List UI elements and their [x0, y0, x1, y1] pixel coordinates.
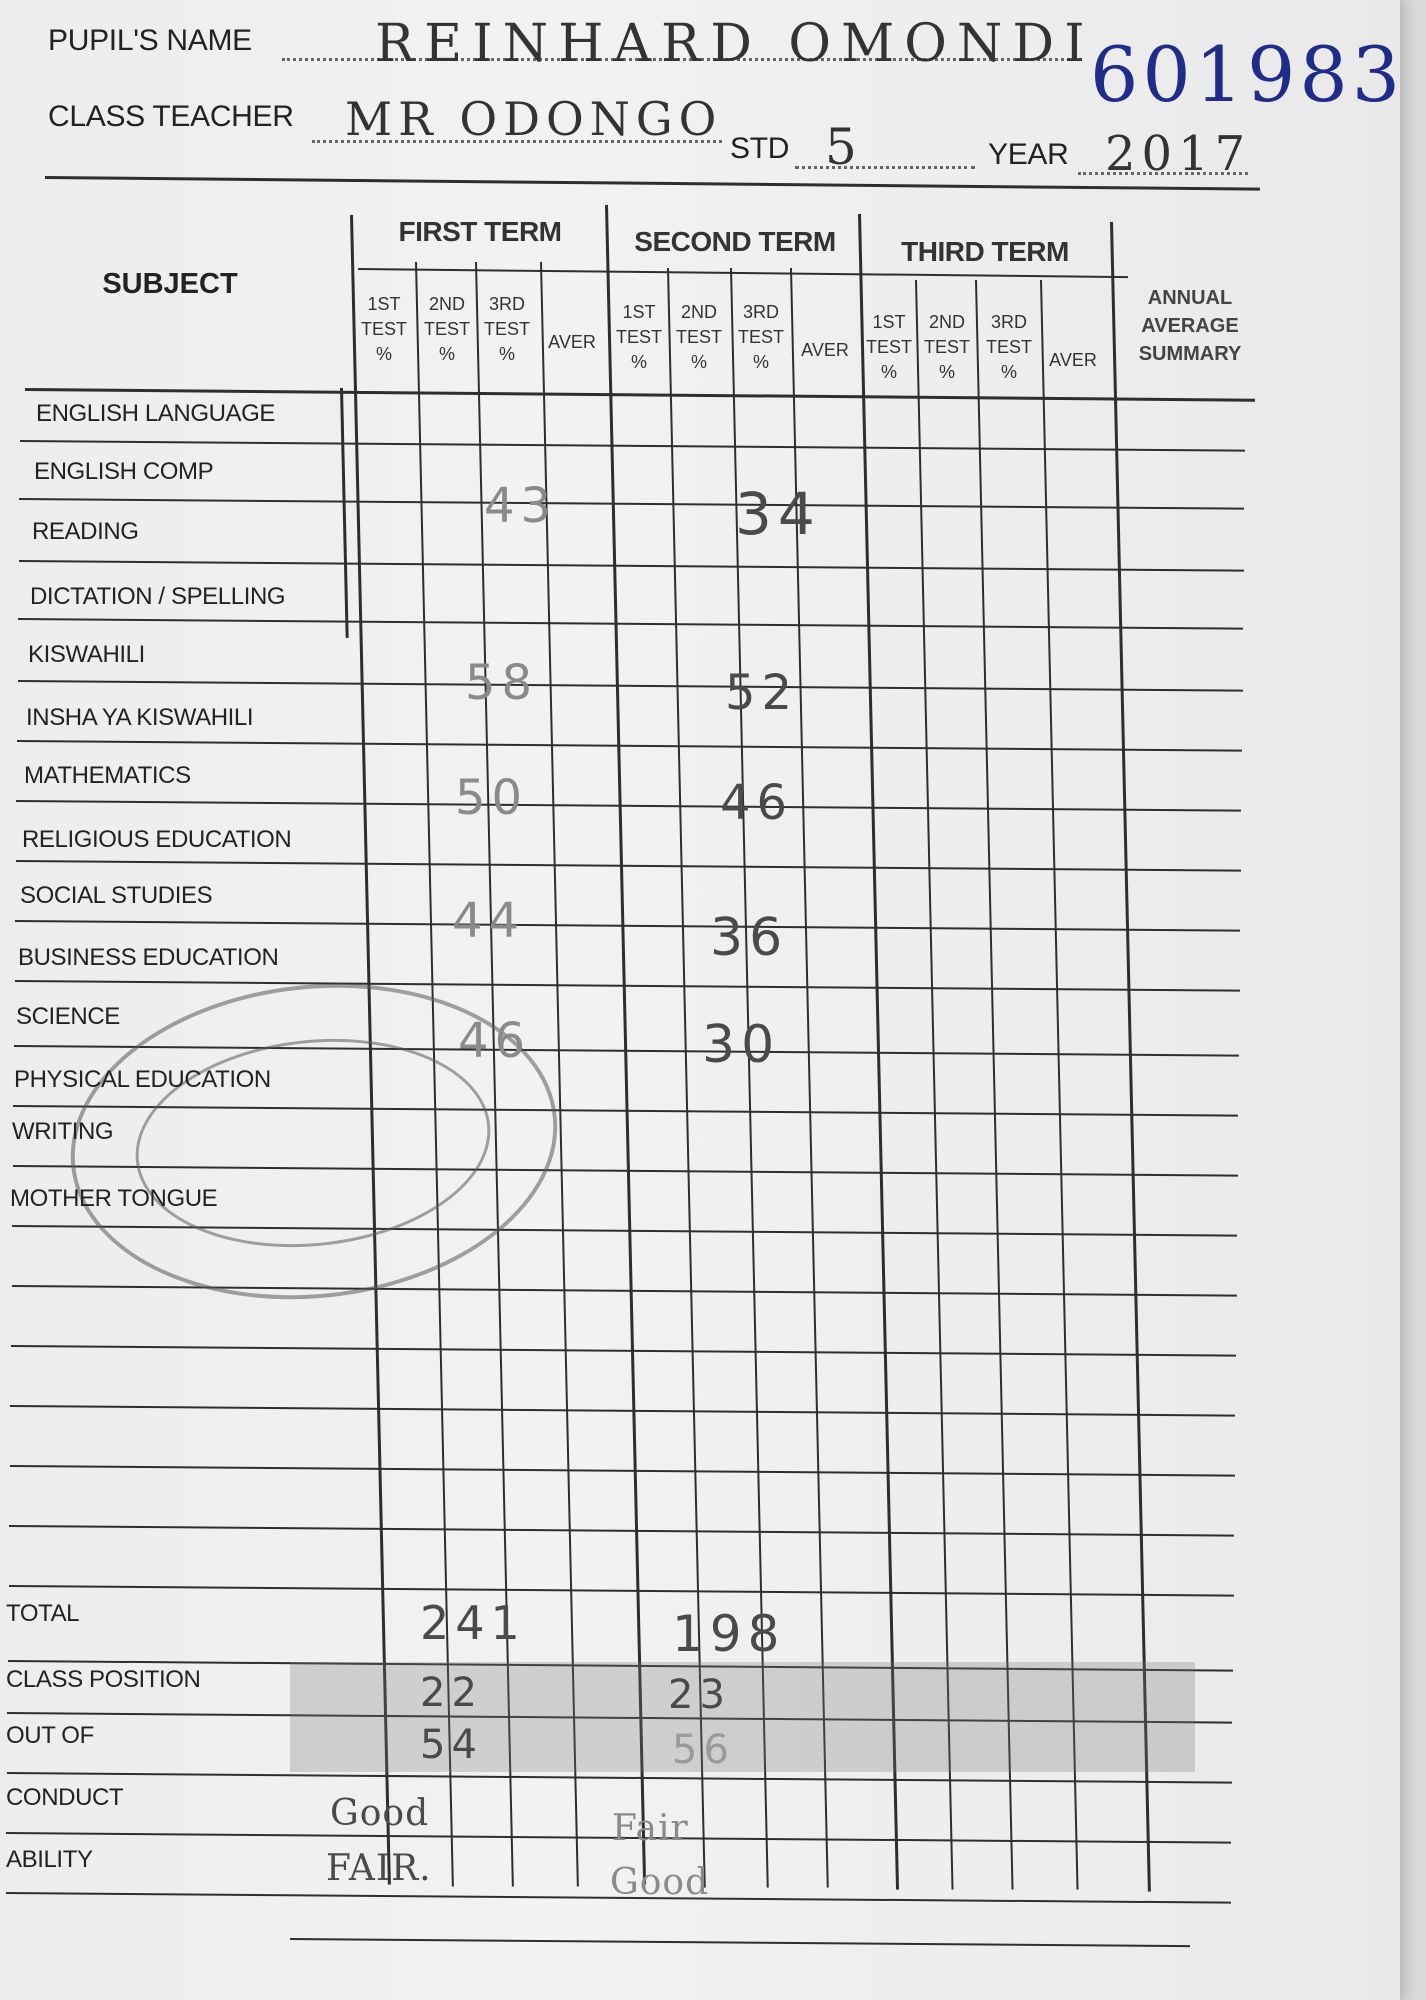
column-line — [1040, 280, 1079, 1890]
mark-science-second-term: 30 — [702, 1015, 781, 1075]
subject-religious-education: RELIGIOUS EDUCATION — [22, 826, 292, 853]
mark-kiswahili-first-term: 58 — [465, 655, 539, 711]
conduct-first-term: Good — [330, 1793, 430, 1834]
test-header-term2-test3: 3RD TEST % — [737, 302, 784, 372]
label-out-of: OUT OF — [6, 1722, 94, 1749]
subject-header: SUBJECT — [102, 268, 238, 300]
mark-kiswahili-second-term: 52 — [725, 665, 799, 721]
subject-kiswahili: KISWAHILI — [28, 641, 145, 668]
test-header-term3-test1: 1ST TEST % — [865, 312, 912, 382]
row-line — [16, 800, 1241, 812]
std-line — [795, 166, 975, 169]
aver-header-term2: AVER — [801, 340, 849, 360]
table-top-border — [45, 176, 1260, 191]
out-of-first-term: 54 — [420, 1722, 483, 1768]
year-value: 2017 — [1105, 126, 1252, 182]
subject-mother-tongue: MOTHER TONGUE — [10, 1185, 218, 1212]
ability-first-term: FAIR. — [326, 1848, 432, 1889]
test-header-term1-test2: 2ND TEST % — [423, 294, 470, 364]
subject-dictation: DICTATION / SPELLING — [30, 583, 286, 610]
first-term-header: FIRST TERM — [398, 216, 562, 247]
table-bottom-border — [290, 1938, 1190, 1947]
position-second-term: 23 — [668, 1672, 731, 1718]
mark-maths-second-term: 46 — [720, 775, 794, 831]
mark-social-second-term: 36 — [710, 908, 789, 968]
row-line — [11, 1345, 1236, 1357]
test-header-term2-test1: 1ST TEST % — [615, 302, 662, 372]
annual-average-header: ANNUAL AVERAGE SUMMARY — [1138, 287, 1242, 365]
subject-mathematics: MATHEMATICS — [24, 762, 191, 789]
column-line — [915, 280, 954, 1890]
std-value: 5 — [825, 118, 859, 176]
mark-english-first-term: 43 — [484, 478, 558, 534]
row-line — [10, 1405, 1235, 1417]
row-line — [16, 860, 1241, 872]
test-header-term1-test3: 3RD TEST % — [483, 294, 530, 364]
subject-english-language: ENGLISH LANGUAGE — [36, 400, 276, 427]
column-line — [975, 280, 1014, 1890]
ability-second-term: Good — [610, 1862, 710, 1903]
row-line — [10, 1465, 1235, 1477]
label-total: TOTAL — [6, 1600, 80, 1627]
test-header-term1-test1: 1ST TEST % — [360, 294, 407, 364]
class-teacher-label: CLASS TEACHER — [48, 100, 294, 133]
year-label: YEAR — [988, 138, 1069, 171]
subject-writing: WRITING — [12, 1118, 114, 1145]
pupil-name-label: PUPIL'S NAME — [48, 24, 252, 57]
out-of-second-term: 56 — [672, 1727, 735, 1773]
conduct-second-term: Fair — [612, 1808, 689, 1849]
row-line — [19, 498, 1244, 510]
label-conduct: CONDUCT — [6, 1784, 124, 1811]
column-line — [605, 205, 646, 1885]
aver-header-term3: AVER — [1049, 350, 1097, 370]
position-first-term: 22 — [420, 1670, 483, 1716]
third-term-header: THIRD TERM — [901, 236, 1069, 267]
subject-physical-education: PHYSICAL EDUCATION — [14, 1066, 271, 1093]
test-header-term2-test2: 2ND TEST % — [675, 302, 722, 372]
row-line — [12, 1285, 1237, 1297]
test-header-term3-test3: 3RD TEST % — [985, 312, 1032, 382]
mark-maths-first-term: 50 — [455, 770, 529, 826]
admission-number: 601983 — [1090, 30, 1405, 119]
total-second-term: 198 — [672, 1605, 786, 1663]
total-first-term: 241 — [420, 1596, 526, 1650]
mark-social-first-term: 44 — [452, 893, 526, 949]
row-line — [18, 618, 1243, 630]
subject-business-education: BUSINESS EDUCATION — [18, 944, 279, 971]
second-term-header: SECOND TERM — [634, 226, 836, 257]
label-ability: ABILITY — [6, 1846, 93, 1873]
std-label: STD — [730, 132, 790, 165]
aver-header-term1: AVER — [548, 332, 596, 352]
subject-science: SCIENCE — [16, 1003, 120, 1030]
row-line — [9, 1585, 1234, 1597]
pupil-name-value: REINHARD OMONDI — [375, 14, 1095, 74]
subject-social-studies: SOCIAL STUDIES — [20, 882, 213, 909]
subject-column-line — [340, 388, 349, 638]
row-line — [17, 740, 1242, 752]
row-line — [9, 1525, 1234, 1537]
subject-english-comp: ENGLISH COMP — [34, 458, 214, 485]
subject-insha: INSHA YA KISWAHILI — [26, 704, 254, 731]
row-line — [7, 1772, 1232, 1784]
term-header-divider — [358, 268, 1128, 278]
mark-science-first-term: 46 — [458, 1013, 532, 1069]
test-header-term3-test2: 2ND TEST % — [923, 312, 970, 382]
column-line — [1110, 222, 1151, 1892]
class-teacher-value: MR ODONGO — [345, 92, 723, 146]
subject-reading: READING — [32, 518, 139, 545]
row-line — [18, 680, 1243, 692]
mark-english-second-term: 34 — [735, 480, 821, 548]
row-line — [20, 440, 1245, 452]
label-class-position: CLASS POSITION — [6, 1666, 201, 1693]
row-line — [19, 560, 1244, 572]
